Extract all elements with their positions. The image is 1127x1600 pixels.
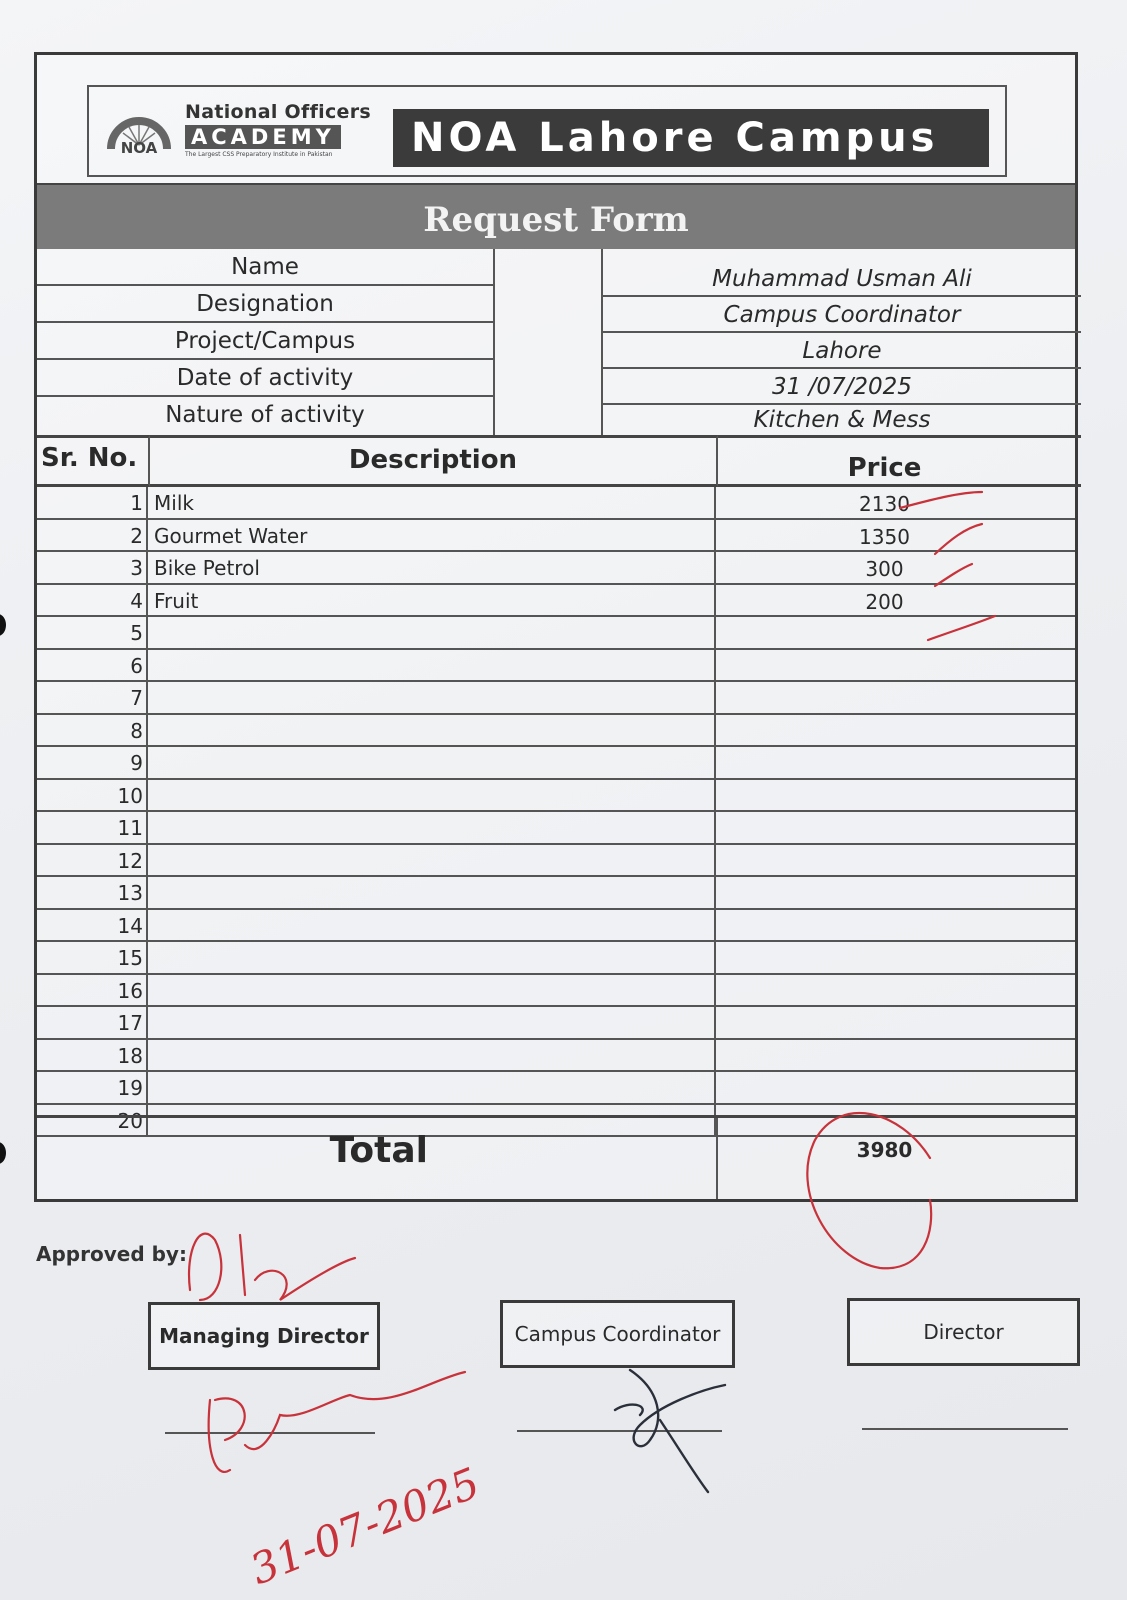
row-number: 17 <box>37 1007 148 1038</box>
cc-signature-mark <box>630 1370 725 1446</box>
row-number: 11 <box>37 812 148 843</box>
table-row <box>37 910 1075 943</box>
table-row <box>37 487 1075 520</box>
info-label-nature: Nature of activity <box>165 402 365 428</box>
row-description <box>150 910 716 941</box>
row-number: 19 <box>37 1072 148 1103</box>
row-price: 1350 <box>859 524 910 549</box>
managing-director-box: Managing Director <box>148 1302 380 1370</box>
row-price: 300 <box>865 557 904 581</box>
info-label-name: Name <box>37 249 493 286</box>
handwritten-date-mark: 31-07-2025 <box>243 1458 487 1595</box>
row-number: 14 <box>37 910 148 941</box>
total-value: 3980 <box>856 1138 913 1162</box>
table-row <box>37 845 1075 878</box>
table-row <box>37 650 1075 683</box>
row-number: 13 <box>37 877 148 908</box>
row-number: 12 <box>37 845 148 876</box>
row-number: 3 <box>37 552 148 583</box>
row-number: 18 <box>37 1040 148 1071</box>
row-price <box>718 942 1081 973</box>
row-number: 15 <box>37 942 148 973</box>
form-title: Request Form <box>37 183 1075 249</box>
svg-text:NOA: NOA <box>120 139 158 157</box>
total-row <box>37 1115 1075 1199</box>
info-value-designation: Campus Coordinator <box>603 297 1081 333</box>
table-row <box>37 747 1075 780</box>
table-row <box>37 552 1075 585</box>
row-description <box>150 747 716 778</box>
row-description <box>150 682 716 713</box>
campus-coordinator-box: Campus Coordinator <box>500 1300 735 1368</box>
info-value-name: Muhammad Usman Ali <box>603 261 1081 297</box>
row-description <box>150 650 716 681</box>
row-number: 2 <box>37 520 148 551</box>
md-signature-mark <box>189 1234 355 1300</box>
row-number: 7 <box>37 682 148 713</box>
row-price <box>718 845 1081 876</box>
row-description <box>150 780 716 811</box>
table-row <box>37 942 1075 975</box>
row-description <box>150 1007 716 1038</box>
row-number: 1 <box>37 487 148 518</box>
row-number: 4 <box>37 585 148 616</box>
table-row <box>37 975 1075 1008</box>
row-price <box>718 877 1081 908</box>
noa-logo-icon <box>103 105 175 163</box>
row-number: 6 <box>37 650 148 681</box>
row-price <box>718 617 1081 648</box>
md-signature-mark <box>209 1372 465 1472</box>
row-price <box>718 910 1081 941</box>
table-row <box>37 520 1075 553</box>
table-row <box>37 585 1075 618</box>
info-label-designation: Designation <box>37 286 493 323</box>
row-description <box>150 877 716 908</box>
cc-signature-line <box>517 1430 722 1432</box>
row-price <box>718 1040 1081 1071</box>
punch-hole <box>0 1142 6 1164</box>
row-price: 200 <box>865 589 904 614</box>
row-price: 2130 <box>859 492 910 516</box>
row-description <box>150 845 716 876</box>
row-price <box>718 682 1081 713</box>
form-header <box>87 85 1007 177</box>
table-row <box>37 617 1075 650</box>
row-description <box>150 1040 716 1071</box>
row-price <box>718 812 1081 843</box>
row-number: 16 <box>37 975 148 1006</box>
row-price <box>718 1072 1081 1103</box>
director-signature-line <box>862 1428 1068 1430</box>
cc-signature-mark <box>615 1405 708 1492</box>
table-row <box>37 780 1075 813</box>
info-divider <box>493 249 603 435</box>
row-description <box>150 1072 716 1103</box>
info-value-project: Lahore <box>603 333 1081 369</box>
table-row <box>37 877 1075 910</box>
info-label-project: Project/Campus <box>37 323 493 360</box>
md-signature-line <box>165 1432 375 1434</box>
request-form-sheet <box>34 52 1078 1202</box>
total-label: Total <box>37 1118 718 1199</box>
table-row <box>37 682 1075 715</box>
brand-name: National Officers <box>185 101 371 123</box>
info-section <box>37 249 1075 435</box>
punch-hole <box>0 614 6 636</box>
row-number: 8 <box>37 715 148 746</box>
row-description <box>150 715 716 746</box>
header-description: Description <box>150 435 718 487</box>
header-price: Price <box>718 435 1081 487</box>
row-number: 9 <box>37 747 148 778</box>
row-description <box>150 812 716 843</box>
row-price <box>718 650 1081 681</box>
row-description: Milk <box>150 487 716 518</box>
table-row <box>37 1007 1075 1040</box>
info-value-nature: Kitchen & Mess <box>753 407 931 433</box>
row-description <box>150 942 716 973</box>
table-row <box>37 715 1075 748</box>
row-number: 20 <box>37 1105 148 1136</box>
brand-tagline: The Largest CSS Preparatory Institute in Pakistan <box>185 151 333 158</box>
row-description <box>150 975 716 1006</box>
campus-banner: NOA Lahore Campus <box>393 109 989 167</box>
row-description: Gourmet Water <box>150 520 716 551</box>
approved-by-label: Approved by: <box>36 1242 187 1266</box>
row-price <box>718 747 1081 778</box>
row-price <box>718 1007 1081 1038</box>
table-row <box>37 812 1075 845</box>
table-row <box>37 1040 1075 1073</box>
row-number: 5 <box>37 617 148 648</box>
table-row <box>37 1072 1075 1105</box>
director-box: Director <box>847 1298 1080 1366</box>
brand-academy: ACADEMY <box>185 125 341 149</box>
row-price <box>718 780 1081 811</box>
row-price <box>718 975 1081 1006</box>
row-description: Fruit <box>150 585 716 616</box>
info-label-date: Date of activity <box>37 360 493 397</box>
row-description: Bike Petrol <box>150 552 716 583</box>
header-sr-no: Sr. No. <box>37 435 150 487</box>
row-number: 10 <box>37 780 148 811</box>
row-description <box>150 617 716 648</box>
brand-block <box>185 101 381 158</box>
info-value-date: 31 /07/2025 <box>603 369 1081 405</box>
row-price <box>718 715 1081 746</box>
